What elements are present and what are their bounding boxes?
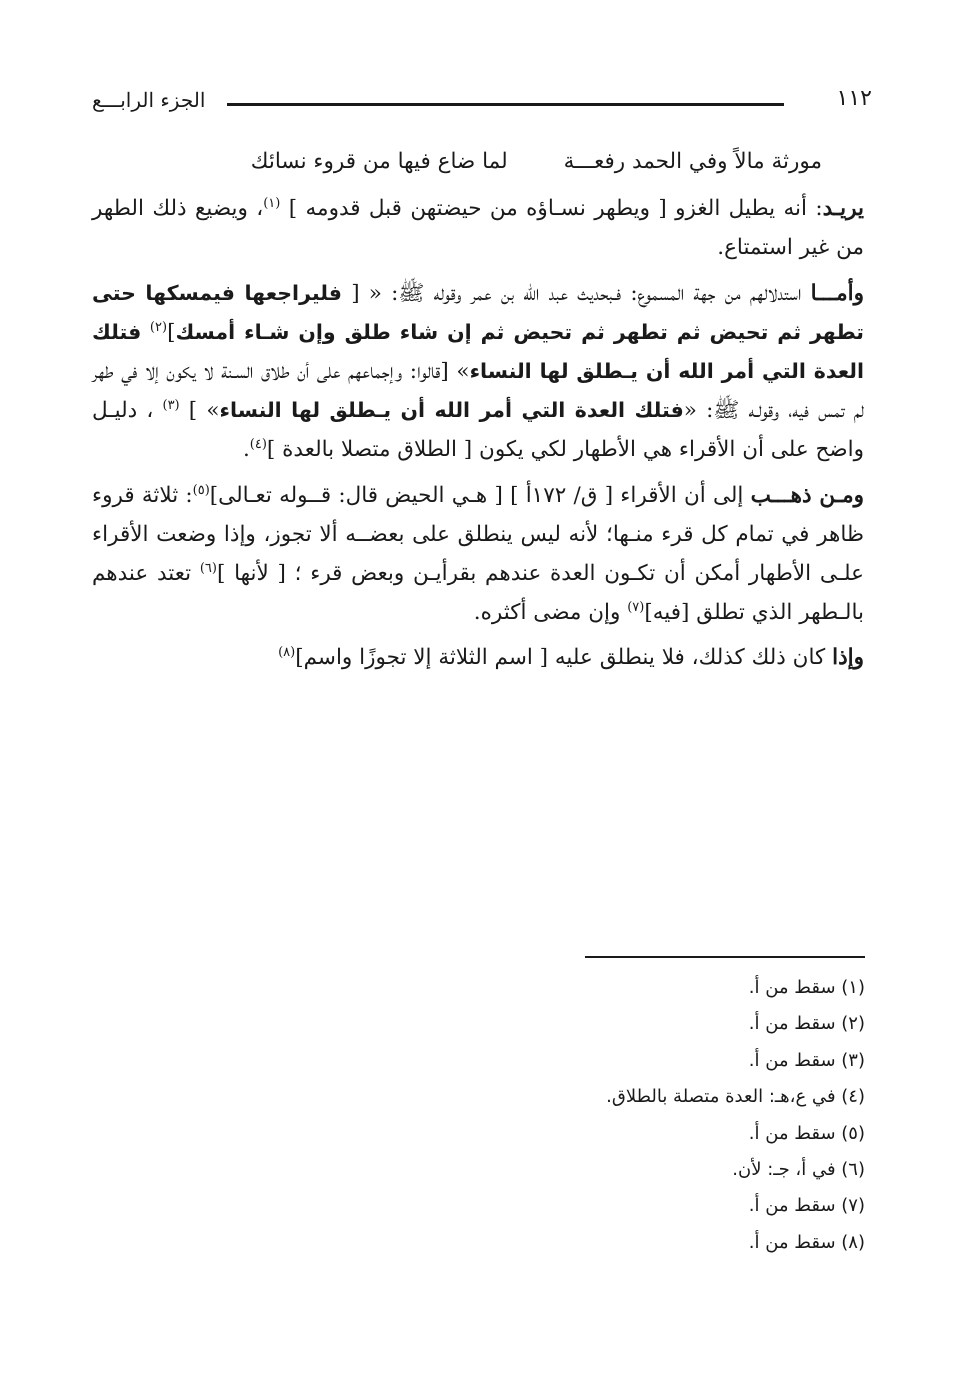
footnote-item: (٥) سقط من أ. — [748, 1122, 865, 1144]
footnote-item: (٨) سقط من أ. — [748, 1231, 865, 1253]
hadith-quote: فتلك العدة التي أمر الله أن يـطلق لها النساء — [92, 319, 864, 384]
paragraph-lead: يريـد — [822, 196, 864, 222]
verse-second-hemistich: لما ضاع فيها من قروء نسائك — [250, 149, 508, 174]
footnote-ref: (١) — [263, 196, 281, 212]
header-rule — [227, 103, 784, 106]
footnote-ref: (٦) — [199, 560, 217, 576]
footnote-ref: (٣) — [162, 398, 180, 414]
footnote-ref: (٥) — [192, 482, 210, 498]
footnote-ref: (٤) — [249, 437, 267, 453]
footnote-ref: (٨) — [278, 645, 296, 661]
footnote-ref: (٧) — [627, 600, 645, 616]
footnotes — [365, 970, 865, 1261]
paragraph-text: . — [242, 437, 250, 463]
paragraph-text: إلى أن الأقراء [ ق/ ١٧٢أ ] [ هـي الحيض قال: قــوله تعـالى] — [209, 482, 751, 508]
page-header — [92, 86, 872, 126]
paragraph-4 — [92, 638, 864, 677]
verse-first-hemistich: مورثة مالاً وفي الحمد رفعـــة — [563, 149, 822, 174]
paragraph-text: : ثلاثة قروء ظاهر في تمام كل قرء منـها؛ لأنه ليس ينطلق على بعضــه ألا تجوز، وإذا وضعت الأقراء علـى الأطهار أمكن أن تكـون العدة عندهم بقرأيـن وبعض قرء ؛ [ لأنها ] — [92, 482, 865, 587]
footnote-item: (١) سقط من أ. — [748, 977, 865, 998]
running-title: الجزء الرابـــع — [92, 88, 206, 112]
footnote-item: (٣) سقط من أ. — [748, 1049, 865, 1071]
paragraph-text: : أنه يطيل الغزو [ ويطهر نسـاؤه من حيضتهن قبل قدومه ] — [280, 196, 823, 222]
paragraph-text: ، ويضيع ذلك الطهر من غير استمتاع. — [92, 196, 864, 261]
hadith-quote: فليراجعها فيمسكها حتى تطهر ثم تحيض ثم تطهر ثم تحيض ثم إن شاء طلق وإن شـاء أمسك — [92, 280, 864, 344]
footnote-item: (٧) سقط من أ. — [748, 1195, 865, 1217]
paragraph-text: ، دليـل واضح على أن الأقراء هي الأطهار لكي يكون [ الطلاق متصلا بالعدة ] — [92, 398, 864, 463]
paragraph-2: وأمـــا استدلالهم من جهة المسموع: فـبحديث عبد الله بن عمر وقوله ﷺ: « [ فليراجعها فيمسكها حتى تطهر ثم تحيض ثم تطهر ثم تحيض ثم إن شاء طلق وإن شـاء أمسك]$^{(٢)}$ فتلك العدة التي أمر الله أن يـطلق لها النساء» [قالوا: وإجماعهم على أن طلاق السـنة لا يكون إلا في طهر لم تمس فيه، وقولـه ﷺ: «فتلك العدة التي أمر الله أن يـطلق لها النساء» ] $^{(٣)}$ ، دليـل واضح على أن الأقراء هي الأطهار لكي يكون [ الطلاق متصلا بالعدة ]$^{(٤)}$. — [92, 280, 864, 463]
footnote-separator — [585, 956, 865, 958]
footnote-ref: (٢) — [149, 319, 168, 335]
paragraph-text: » [قالوا: وإجماعهم على أن طلاق السـنة لا يكون إلا في طهر لم تمس فيه، وقولـه ﷺ: « — [92, 359, 864, 424]
footnote-item: (٦) في أ، جـ: لأن. — [732, 1159, 865, 1181]
paragraph-lead: وأمـــا — [810, 280, 864, 306]
paragraph-text: استدلالهم من جهة المسموع: فـبحديث عبد الله بن عمر وقوله ﷺ: « [ — [341, 280, 811, 306]
poetry-verse — [92, 142, 864, 181]
paragraph-3 — [92, 476, 864, 633]
footnote-item: (٤) في ع،هـ: العدة متصلة بالطلاق. — [606, 1086, 865, 1108]
paragraph-text: كان ذلك كذلك، فلا ينطلق عليه [ اسم الثلاثة إلا تجوزًا واسم] — [295, 645, 833, 671]
footnote-item: (٢) سقط من أ. — [748, 1013, 865, 1035]
paragraph-text: وإن مضى أكثره. — [473, 600, 628, 626]
paragraph-text: » ] — [179, 398, 220, 424]
main-text — [92, 142, 864, 684]
paragraph-lead: ومـن ذهـــب — [750, 482, 864, 508]
hadith-quote: فتلك العدة التي أمر الله أن يـطلق لها النساء — [219, 398, 684, 423]
paragraph-text: تعتد عندهم بالـطهر الذي تطلق [فيه] — [92, 561, 864, 626]
paragraph-lead: وإذا — [832, 645, 864, 671]
page-number: ١١٢ — [836, 86, 872, 111]
paragraph-1 — [92, 189, 864, 267]
